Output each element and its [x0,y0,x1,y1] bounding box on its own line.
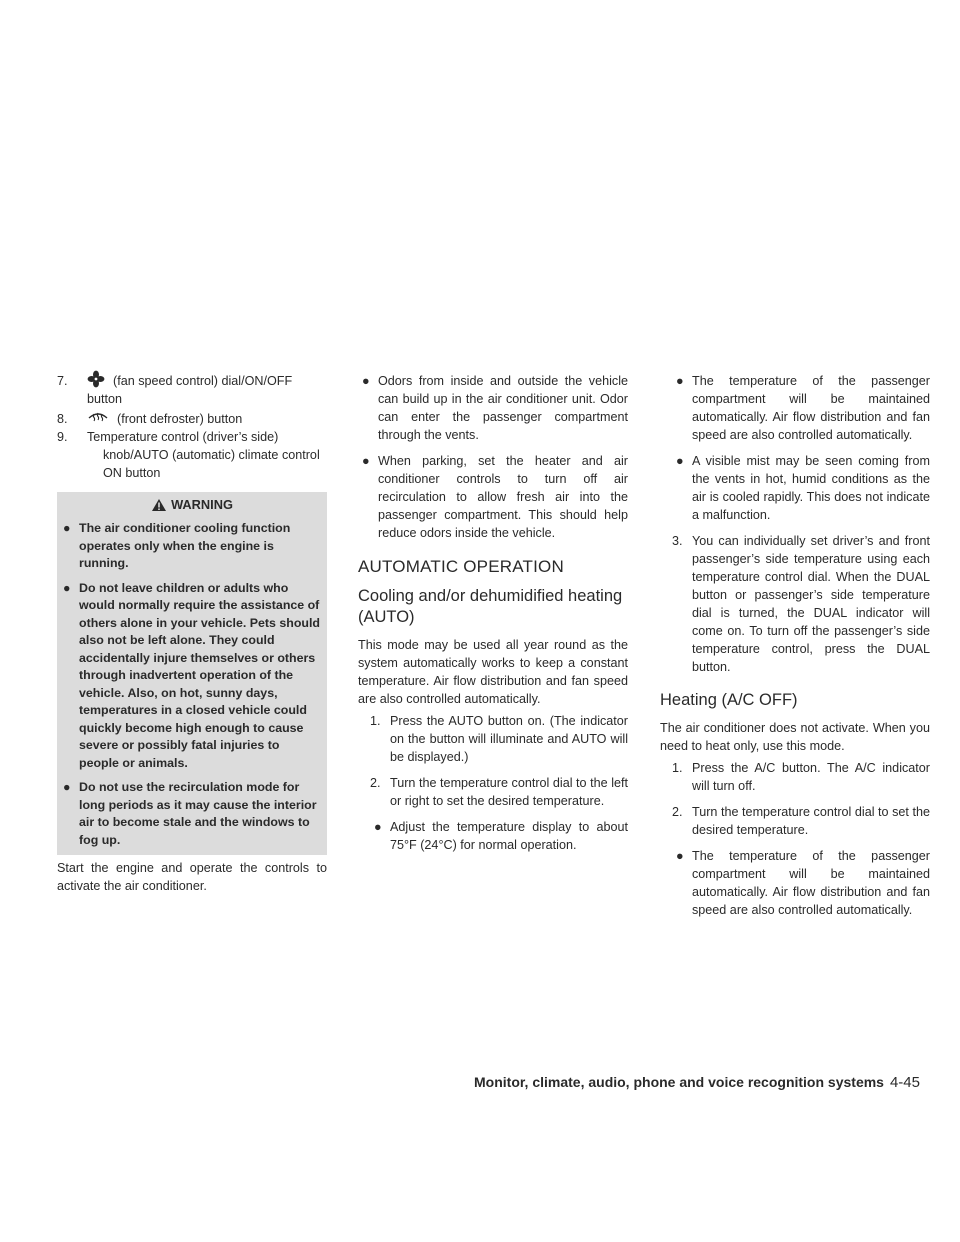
column-right [660,372,930,927]
column-middle [358,372,628,862]
column-left [57,372,327,895]
page-footer [0,1074,920,1091]
list-item-9 [57,428,327,446]
intro-paragraph: Start the engine and operate the controls to activate the air conditioner. [57,861,327,893]
list-item: ● The temperature of the passenger compartment will be maintained automatically. Air flow distribution and fan speed are also controlled automatically. [676,374,930,442]
warning-box [57,492,327,855]
list-text: Temperature control (driver’s side) [87,430,279,444]
list-item: ● Odors from inside and outside the vehicle can build up in the air conditioner unit. Odor can enter the passenger compartment through the vents. [362,374,628,442]
list-number: 7. [57,374,68,388]
warning-title-text: WARNING [171,497,233,512]
list-item: ● A visible mist may be seen coming from the vents in hot, humid conditions as the air is cooled rapidly. This does not indicate a malfunction. [676,454,930,522]
fan-icon [87,370,105,388]
warning-bullet: ● Do not leave children or adults who would normally require the assistance of others alone in your vehicle. Pets should also not be left alone. They could accidentally injure themselves or others through inadvertent operation of the vehicle. Also, on hot, sunny days, temperatures in a closed vehicle could quickly become high enough to cause severe or possibly fatal injuries to people or animals. [63,580,320,770]
subsection-heading: Cooling and/or dehumidified heating (AUTO) [358,587,623,626]
warning-bullet: ● Do not use the recirculation mode for long periods as it may cause the interior air to become stale and the windows to fog up. [63,780,317,847]
step-item: 1. Press the AUTO button on. (The indicator on the button will illuminate and AUTO will be displayed.) [370,714,628,764]
list-item: ● The temperature of the passenger compartment will be maintained automatically. Air flow distribution and fan speed are also controlled automatically. [676,849,930,917]
warning-bullet: ● The air conditioner cooling function operates only when the engine is running. [63,521,291,570]
list-text-cont: button [87,392,123,406]
step-item: 3. You can individually set driver’s and front passenger’s side temperature using each temperature control dial. When the DUAL button or passenger’s side temperature dial is turned, the DUAL indicator will come on. To turn off the passenger’s side temperature control, press the DUAL button. [672,534,930,674]
list-item-8 [57,410,327,428]
footer-title: Monitor, climate, audio, phone and voice recognition systems [474,1074,884,1090]
step-item: 2. Turn the temperature control dial to the left or right to set the desired temperature. [370,776,628,808]
list-text-cont: knob/AUTO (automatic) climate control ON button [103,448,320,480]
list-item: ● Adjust the temperature display to about 75°F (24°C) for normal operation. [374,820,628,852]
list-item: ● When parking, set the heater and air conditioner controls to turn off air recirculation to allow fresh air into the passenger compartment. This should help reduce odors inside the vehicle. [362,454,628,540]
list-item-7 [57,372,327,390]
step-item: 2. Turn the temperature control dial to set the desired temperature. [672,805,930,837]
warning-triangle-icon [151,498,167,512]
warning-title [63,496,321,514]
list-number: 8. [57,412,68,426]
step-item: 1. Press the A/C button. The A/C indicator will turn off. [672,761,930,793]
list-number: 9. [57,430,68,444]
page-number: 4-45 [889,1074,920,1091]
list-text: (fan speed control) dial/ON/OFF [113,374,293,388]
section-paragraph: The air conditioner does not activate. When you need to heat only, use this mode. [660,721,930,753]
section-paragraph: This mode may be used all year round as the system automatically works to keep a constant temperature. Air flow distribution and fan speed are also controlled automatically. [358,638,628,706]
section-heading: Heating (A/C OFF) [660,691,798,709]
front-defroster-icon [87,408,109,424]
section-heading: AUTOMATIC OPERATION [358,557,564,576]
list-text: (front defroster) button [117,412,243,426]
